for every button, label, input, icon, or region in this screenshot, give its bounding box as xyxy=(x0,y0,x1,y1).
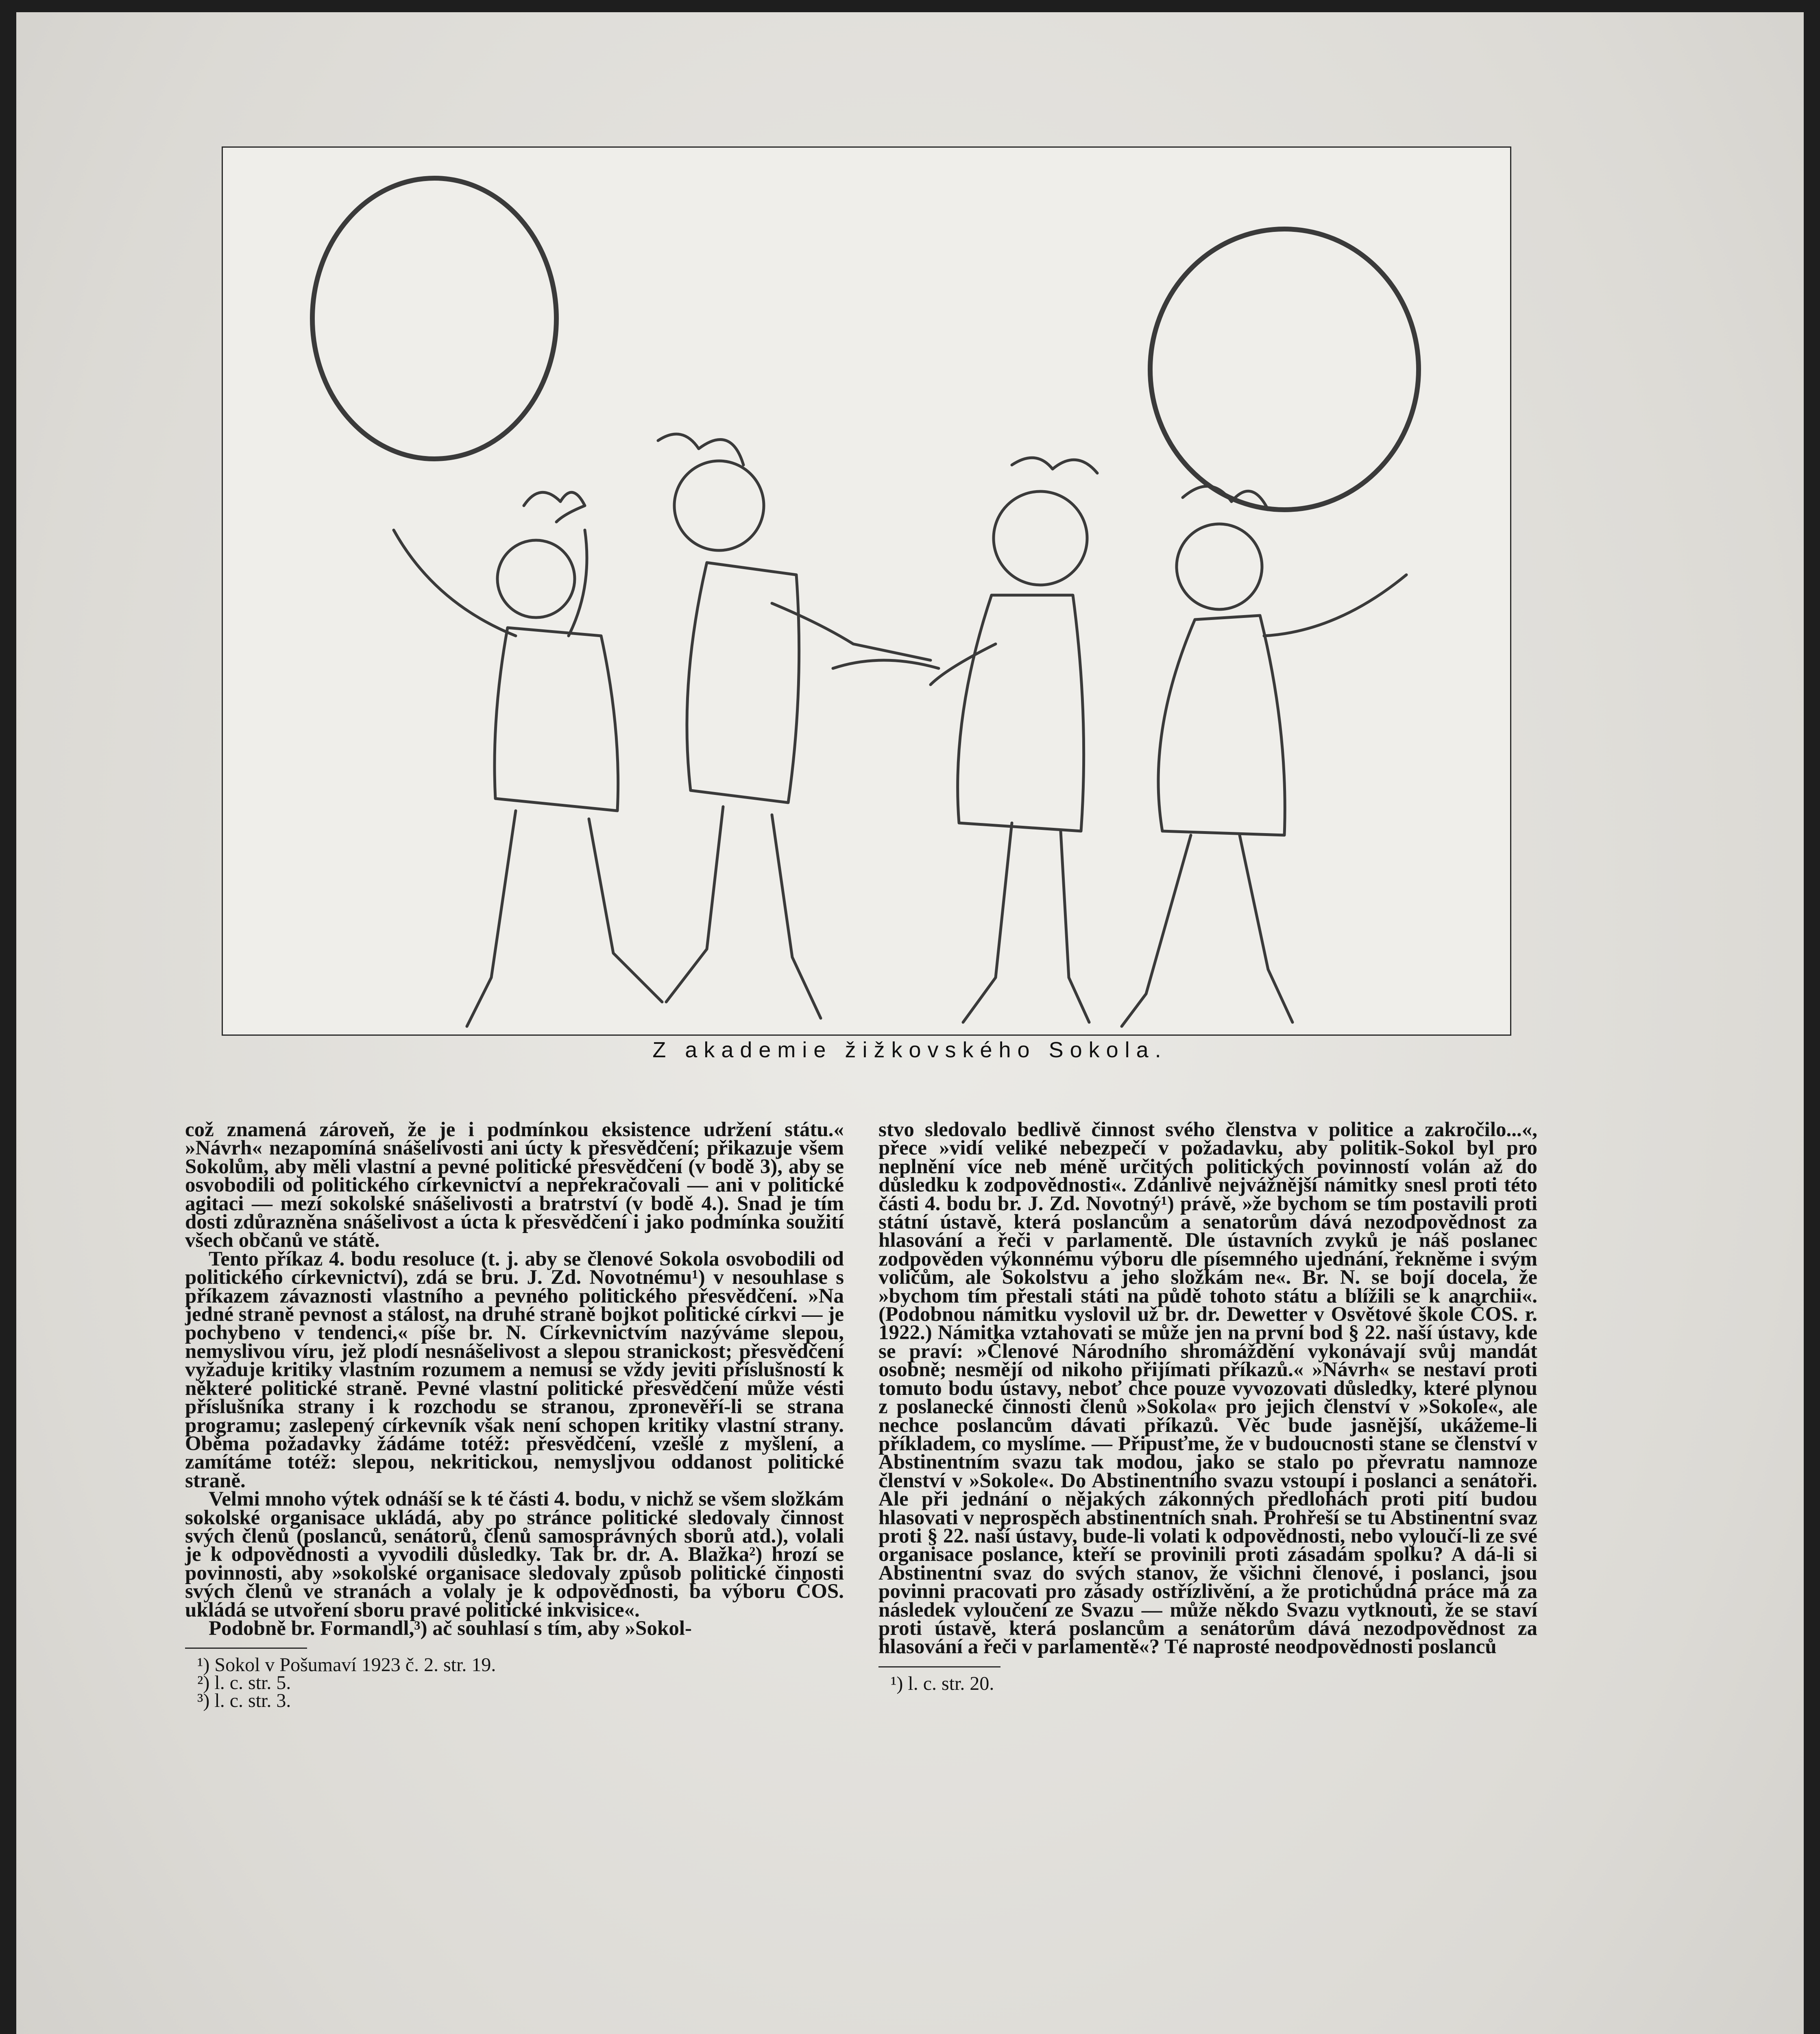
paragraph: stvo sledovalo bedlivě činnost svého členstva v politice a zakročilo...«, přece »vidí veliké nebezpečí v požadavku, aby politik-Sokol byl pro neplnění více neb méně určitých politických povinností volán až do důsledku k zodpovědnosti«. Zdánlivě nejvážnější námitky snesl proti této části 4. bodu br. J. Zd. Novotný¹) právě, »že bychom se tím postavili proti státní ústavě, která poslancům a senatorům dává nezodpovědnost za hlasování a řeči v parlamentě. Dle ústavních zvyků je náš poslanec zodpověden výkonnému výboru dle písemného ujednání, řekněme i svým voličům, ale Sokolstvu a jeho složkám ne«. Br. N. se bojí docela, že »bychom tím přestali státi na půdě tohoto státu a blížili se k anarchii«. (Podobnou námitku vyslovil už br. dr. Dewetter v Osvětové škole ČOS. r. 1922.) Námitka vztahovati se může jen na první bod § 22. naší ústavy, kde se praví: »Členové Národního shromáždění vykonávají svůj mandát osobně; nesmějí od nikoho přijímati příkazů.« »Návrh« se nestaví proti tomuto bodu ústavy, neboť chce pouze vyvozovati důsledky, které plynou z poslanecké činnosti členů »Sokola« pro jejich členství v »Sokole«, ale nechce poslancům dávati příkazů. Věc bude jasnější, ukážeme-li příkladem, co myslíme. — Připusťme, že v budoucnosti stane se členství v Abstinentním svazu tak modou, jako se stalo po převratu namnoze členství v »Sokole«. Do Abstinentního svazu vstoupí i poslanci a senátoři. Ale při jednání o nějakých zákonných předlohách proti pití budou hlasovati v neprospěch abstinentních snah. Prohřeší se tu Abstinentní svaz proti § 22. naší ústavy, bude-li volati k odpovědnosti, nebo vyloučí-li ze své organisace poslance, kteří se provinili proti zásadám spolku? A dá-li si Abstinentní svaz do svých stanov, že všichni členové, i poslanci, jsou povinni pracovati pro zásady ostřízlivění, a že protichůdná práce má za následek vyloučení ze Svazu — může někdo Svazu vytknouti, že se staví proti ústavě, která poslancům a senátorům dává nezodpovědnost za hlasování a řeči v parlamentě«? Té naprosté neodpovědnosti poslanců xyxy=(878,1118,1537,1659)
footnote-separator xyxy=(185,1648,307,1649)
right-column xyxy=(878,1118,1537,1694)
footnote: ¹) l. c. str. 20. xyxy=(891,1672,994,1694)
paragraph: Tento příkaz 4. bodu resoluce (t. j. aby se členové Sokola osvobodili od politického církevnictví), zdá se bru. J. Zd. Novotnému¹) v nesouhlase s příkazem závaznosti vlastního a pevného politického přesvědčení. »Na jedné straně pevnost a stálost, na druhé straně bojkot politické církvi — je pochybeno v tendenci,« píše br. N. Církevnictvím nazýváme slepou, nemyslivou víru, jež plodí nesnášelivost a slepou stranickost; přesvědčení vyžaduje kritiky vlastním rozumem a nemusí se vždy jeviti příslušností k některé politické straně. Pevné vlastní politické přesvědčení může vésti příslušníka strany i k rozchodu se stranou, zpronevěří-li se strana programu; zaslepený církevník však není schopen kritiky vlastní strany. Oběma požadavky žádáme totéž: přesvědčení, vzešlé z myšlení, a zamítáme totéž: slepou, nekritickou, nemysljvou oddanost politické straně. xyxy=(185,1247,844,1492)
paragraph: Velmi mnoho výtek odnáší se k té části 4. bodu, v nichž se všem složkám sokolské organisace ukládá, aby po stránce politické sledovaly činnost svých členů (poslanců, senátorů, členů samosprávných sborů atd.), volali je k odpovědnosti a vyvodili důsledky. Tak br. dr. A. Blažka²) hrozí se povinnosti, aby »sokolské organisace sledovaly způsob politické činnosti svých členů ve stranách a volaly je k odpovědnosti, ba výboru ČOS. ukládá se utvoření sboru pravé politické inkvisice«. xyxy=(185,1488,844,1622)
scanned-page xyxy=(16,12,1804,2034)
paragraph: což znamená zároveň, že je i podmínkou eksistence udržení státu.« »Návrh« nezapomíná snášelivosti ani úcty k přesvědčení; přikazuje všem Sokolům, aby měli vlastní a pevné politické přesvědčení (v bodě 3), aby se osvobodili od politického církevnictví a nepřekračovali — ani v politické agitaci — mezí sokolské snášelivosti a bratrství (v bodě 4.). Snad je tím dosti zdůrazněna snášelivost a úcta k přesvědčení i jako podmínka soužití všech občanů ve státě. xyxy=(185,1118,844,1252)
footnote: ²) l. c. str. 5. xyxy=(197,1672,291,1694)
footnote: ³) l. c. str. 3. xyxy=(197,1690,291,1712)
left-column xyxy=(185,1118,844,1712)
footnote-separator xyxy=(878,1666,1000,1667)
footnote: ¹) Sokol v Pošumaví 1923 č. 2. str. 19. xyxy=(197,1654,496,1676)
paragraph: Podobně br. Formandl,³) ač souhlasí s tím, aby »Sokol- xyxy=(209,1617,692,1640)
figure-caption: Z akademie žižkovského Sokola. xyxy=(652,1038,1168,1062)
illustration-frame xyxy=(222,146,1511,1036)
girls-with-hoops-illustration xyxy=(223,148,1510,1034)
